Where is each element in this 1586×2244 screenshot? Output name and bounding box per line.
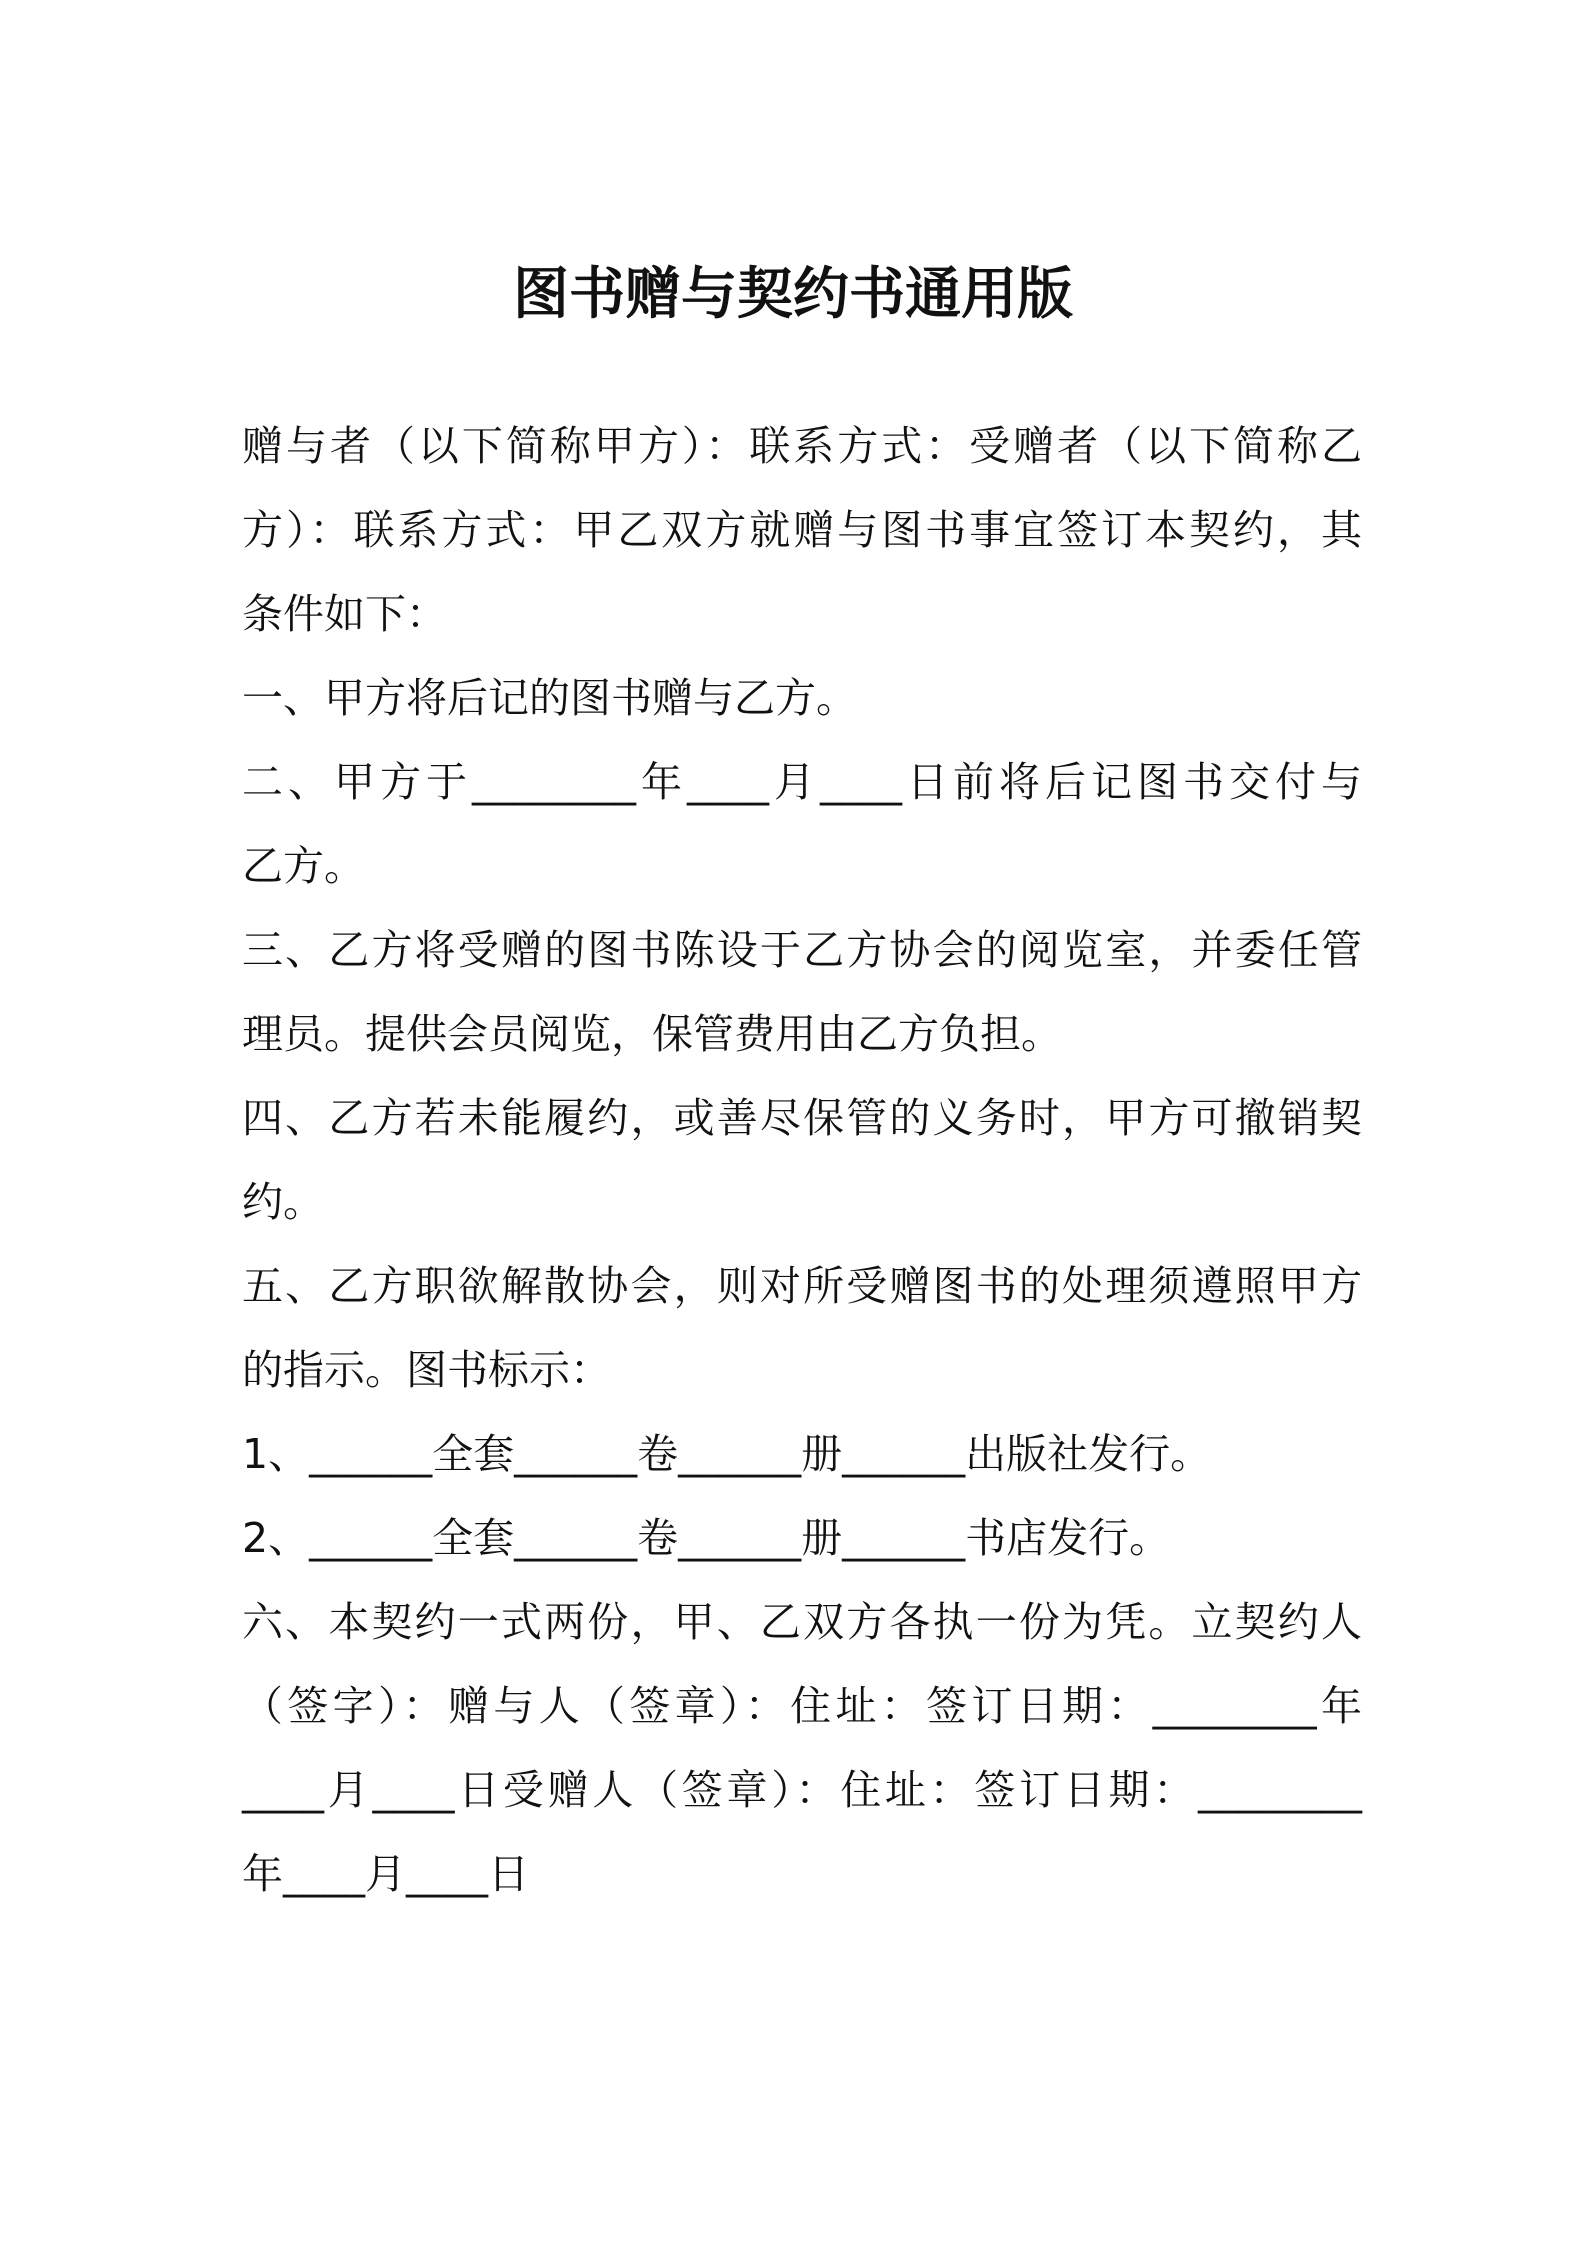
book-item-1: 1、______全套______卷______册______出版社发行。	[242, 1430, 1212, 1478]
clause-4-line: 约。	[242, 1178, 324, 1226]
clause-2-line: 二、甲方于________年____月____日前将后记图书交付与	[242, 758, 1362, 806]
signature-line: 年____月____日	[242, 1850, 529, 1898]
clause-2-line: 乙方。	[242, 842, 365, 890]
document-title: 图书赠与契约书通用版	[513, 262, 1073, 327]
clause-3-line: 理员。提供会员阅览，保管费用由乙方负担。	[242, 1010, 1062, 1058]
clause-4-line: 四、乙方若未能履约，或善尽保管的义务时，甲方可撤销契	[242, 1094, 1362, 1142]
paragraph-line: 赠与者（以下简称甲方）：联系方式：受赠者（以下简称乙	[242, 422, 1362, 470]
clause-1-line: 一、甲方将后记的图书赠与乙方。	[242, 674, 857, 722]
document-body	[242, 404, 1362, 1916]
clause-6-line: 六、本契约一式两份，甲、乙双方各执一份为凭。立契约人	[242, 1598, 1362, 1646]
book-item-2: 2、______全套______卷______册______书店发行。	[242, 1514, 1171, 1562]
clause-5-line: 五、乙方职欲解散协会，则对所受赠图书的处理须遵照甲方	[242, 1262, 1362, 1310]
clause-3-line: 三、乙方将受赠的图书陈设于乙方协会的阅览室，并委任管	[242, 926, 1362, 974]
signature-line: （签字）：赠与人（签章）：住址：签订日期：________年	[242, 1682, 1362, 1730]
signature-line: ____月____日受赠人（签章）：住址：签订日期：________	[242, 1766, 1362, 1814]
paragraph-line: 方）：联系方式：甲乙双方就赠与图书事宜签订本契约，其	[242, 506, 1362, 554]
clause-5-line: 的指示。图书标示：	[242, 1346, 611, 1394]
paragraph-line: 条件如下：	[242, 590, 447, 638]
